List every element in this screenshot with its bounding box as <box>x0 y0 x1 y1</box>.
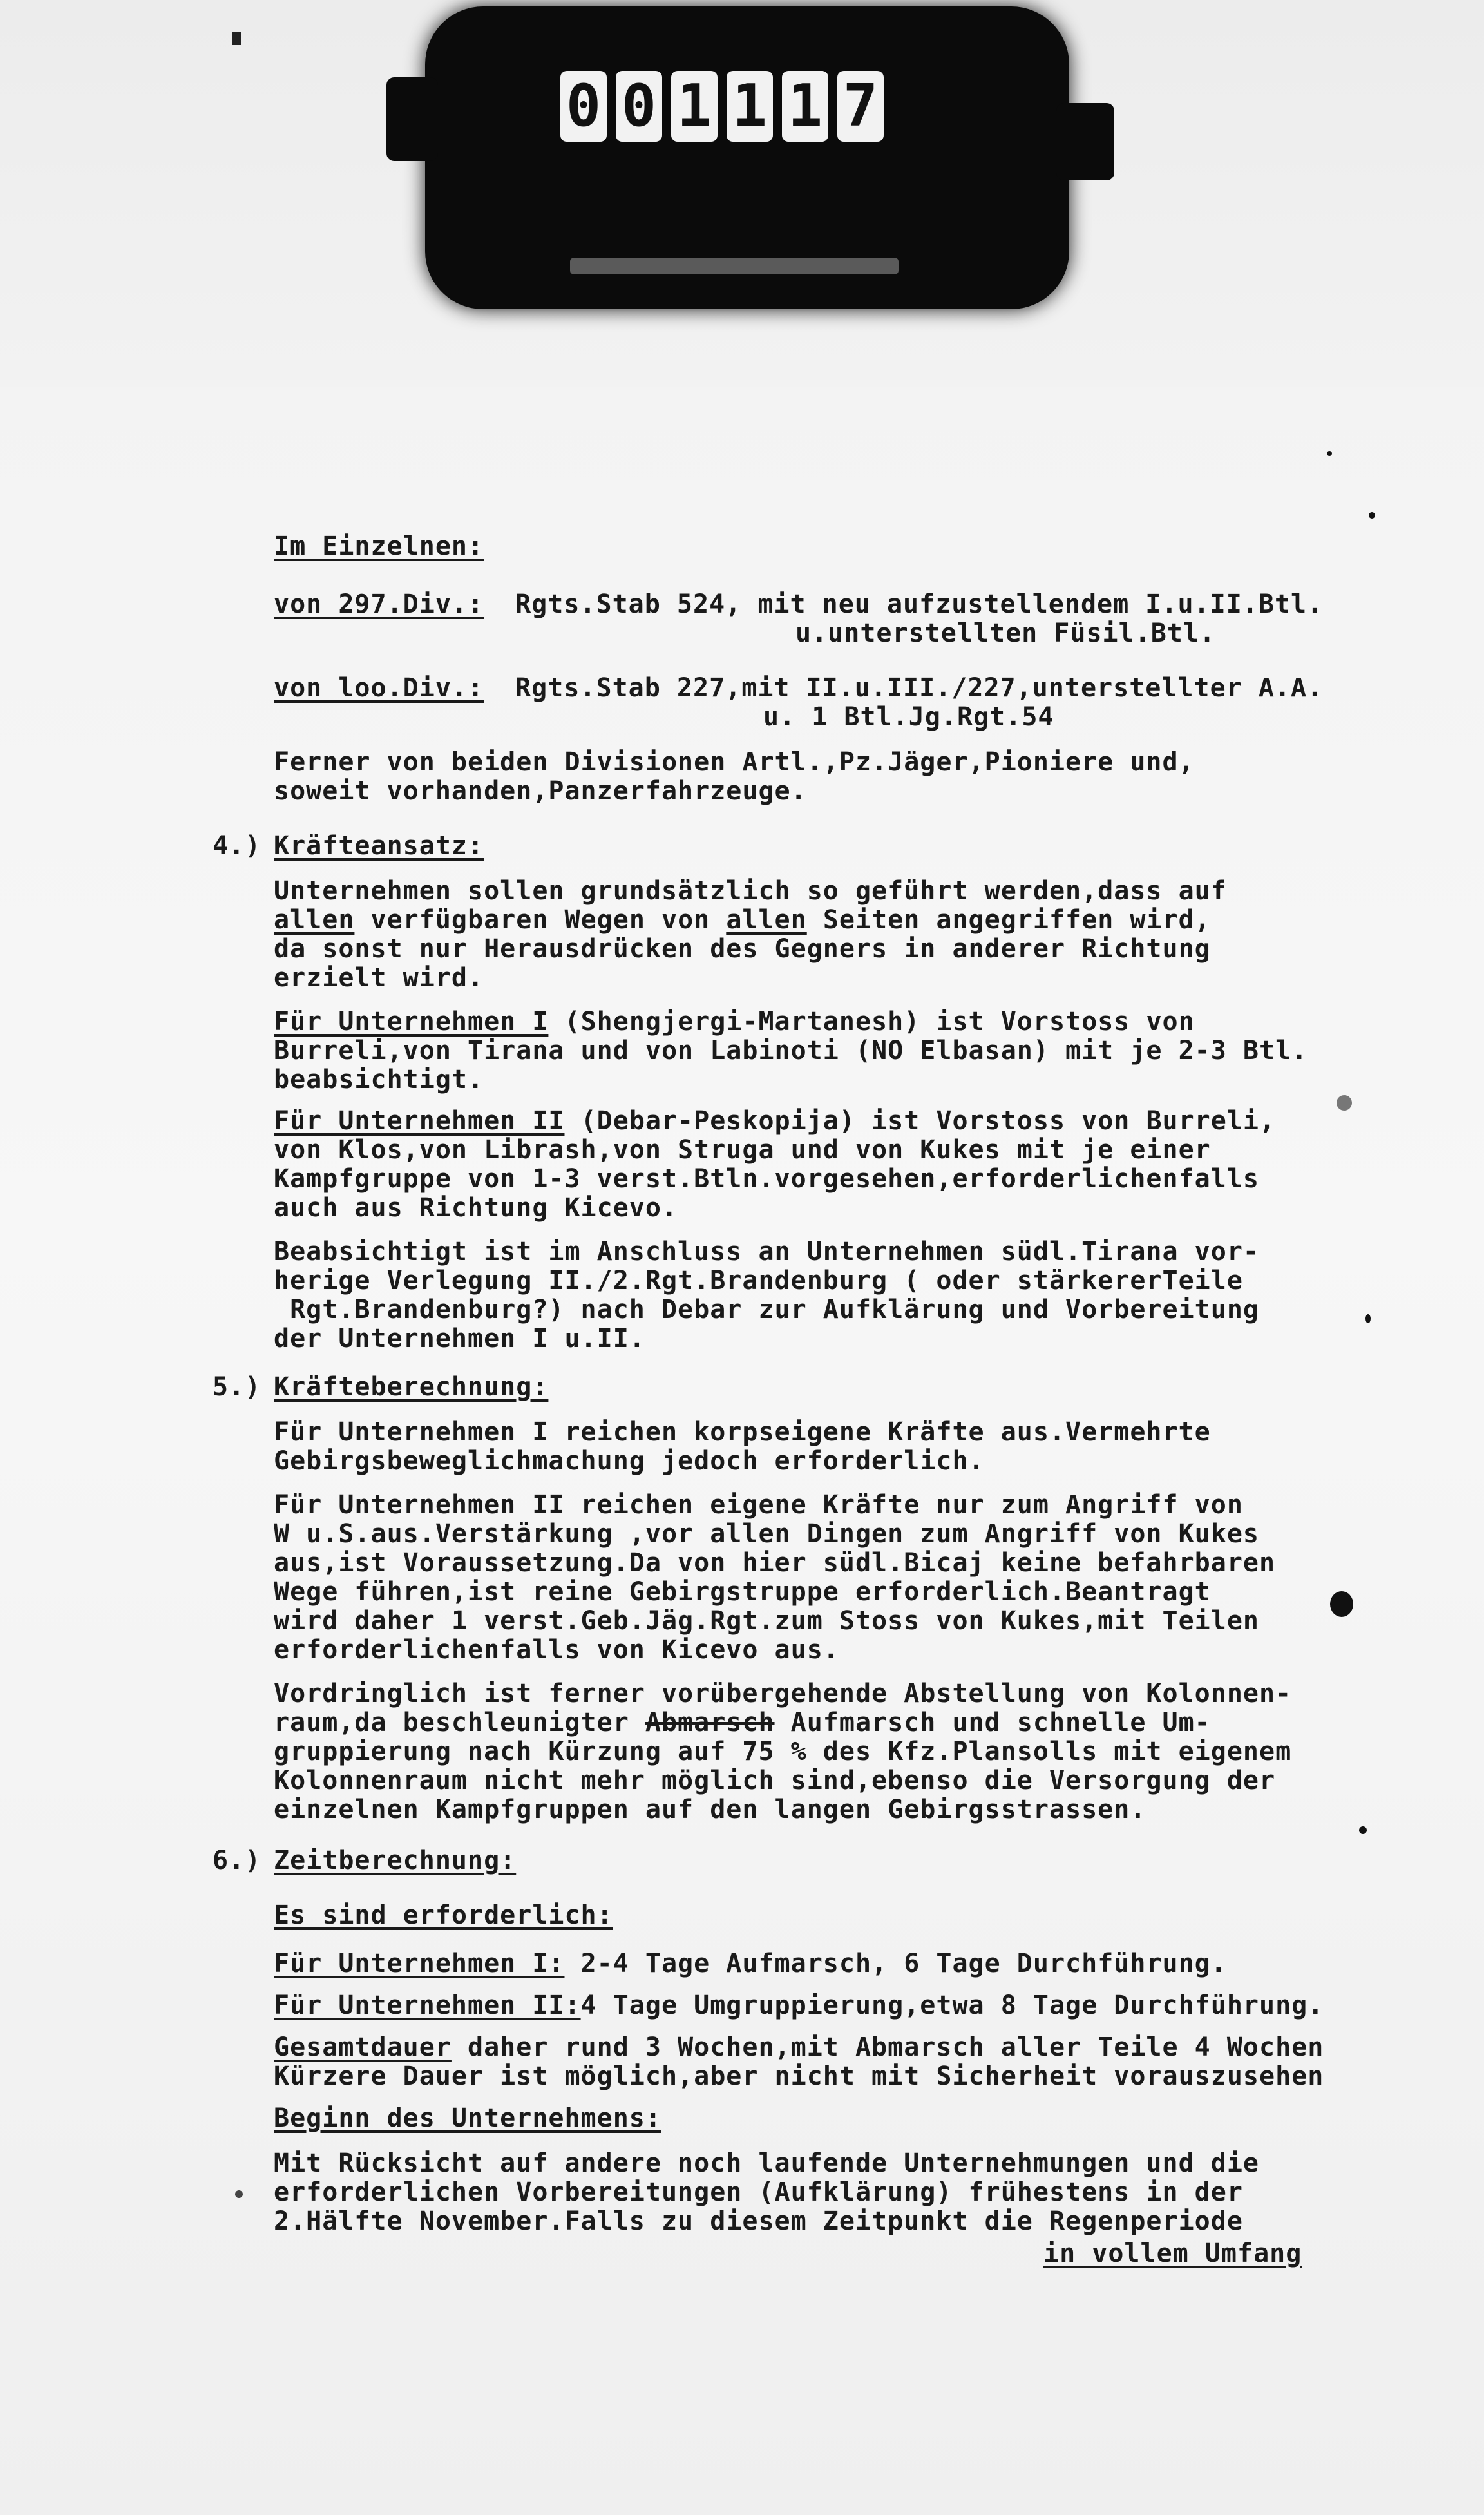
emphasis: allen <box>726 905 807 935</box>
paragraph-line: der Unternehmen I u.II. <box>274 1324 645 1353</box>
paragraph-line: Für Unternehmen II reichen eigene Kräfte nur zum Angriff von <box>274 1490 1243 1520</box>
div100-line: Rgts.Stab 227,mit II.u.III./227,unterstellter A.A. <box>499 673 1324 703</box>
paragraph-line <box>274 1007 1195 1037</box>
section-title: Zeitberechnung: <box>274 1846 517 1875</box>
unternehmen-label: Für Unternehmen II: <box>274 1991 581 2020</box>
unternehmen-label: Für Unternehmen I: <box>274 1949 565 1978</box>
text-run: (Debar-Peskopija) ist Vorstoss von Burreli, <box>564 1106 1276 1136</box>
section-title: Kräfteberechnung: <box>274 1372 549 1402</box>
paragraph-line: Beabsichtigt ist im Anschluss an Unternehmen südl.Tirana vor- <box>274 1237 1260 1267</box>
speck <box>1327 451 1332 456</box>
counter-digit: 1 <box>782 71 828 142</box>
paragraph-line <box>274 1106 1275 1136</box>
paragraph-line: aus,ist Voraussetzung.Da von hier südl.Bicaj keine befahrbaren <box>274 1548 1276 1578</box>
ink-blot <box>1330 1591 1353 1617</box>
paragraph-line: Vordringlich ist ferner vorübergehende Abstellung von Kolonnen- <box>274 1679 1292 1708</box>
section-number: 5.) <box>213 1372 262 1402</box>
speck <box>1359 1826 1367 1834</box>
paragraph-line: Wege führen,ist reine Gebirgstruppe erforderlich.Beantragt <box>274 1577 1211 1607</box>
paragraph-line: Für Unternehmen I reichen korpseigene Kräfte aus.Vermehrte <box>274 1417 1211 1447</box>
paragraph-line: Mit Rücksicht auf andere noch laufende Unternehmungen und die <box>274 2148 1260 2178</box>
paragraph-line: von Klos,von Librash,von Struga und von Kukes mit je einer <box>274 1135 1211 1165</box>
emphasis: allen <box>274 905 355 935</box>
paragraph-line: einzelnen Kampfgruppen auf den langen Gebirgsstrassen. <box>274 1795 1146 1824</box>
section-number: 4.) <box>213 831 262 861</box>
text-run: 2-4 Tage Aufmarsch, 6 Tage Durchführung. <box>564 1949 1227 1978</box>
speck <box>1365 1314 1371 1323</box>
film-mark <box>232 32 241 45</box>
paragraph-line: Rgt.Brandenburg?) nach Debar zur Aufklärung und Vorbereitung <box>274 1295 1260 1324</box>
counter-side-tab <box>1056 103 1114 180</box>
paragraph-line <box>274 1708 1211 1737</box>
paragraph-line: beabsichtigt. <box>274 1065 484 1095</box>
gesamtdauer-label: Gesamtdauer <box>274 2032 452 2062</box>
paragraph-line: Kampfgruppe von 1-3 verst.Btln.vorgesehen,erforderlichenfalls <box>274 1164 1260 1194</box>
heading-einzelnen: Im Einzelnen: <box>274 531 484 561</box>
speck <box>235 2190 243 2198</box>
paragraph-line: wird daher 1 verst.Geb.Jäg.Rgt.zum Stoss von Kukes,mit Teilen <box>274 1606 1260 1636</box>
paragraph-line: 2.Hälfte November.Falls zu diesem Zeitpunkt die Regenperiode <box>274 2206 1243 2236</box>
ink-blot <box>1337 1095 1352 1111</box>
text-run: raum,da beschleunigter <box>274 1708 645 1737</box>
paragraph-line: herige Verlegung II./2.Rgt.Brandenburg ( oder stärkererTeile <box>274 1266 1243 1296</box>
speck <box>1369 512 1375 519</box>
section-number: 6.) <box>213 1846 262 1875</box>
div100-label: von loo.Div.: <box>274 673 484 703</box>
unternehmen-label: Für Unternehmen II <box>274 1106 565 1136</box>
paragraph-line: Kürzere Dauer ist möglich,aber nicht mit Sicherheit vorauszusehen <box>274 2061 1324 2091</box>
text-run: Seiten angegriffen wird, <box>806 905 1211 935</box>
text-run: verfügbaren Wegen von <box>354 905 727 935</box>
paragraph-line: in vollem Umfang <box>1043 2239 1302 2268</box>
counter-digit: 0 <box>560 71 607 142</box>
ferner-line: Ferner von beiden Divisionen Artl.,Pz.Jäger,Pioniere und, <box>274 747 1195 777</box>
text-run: 4 Tage Umgruppierung,etwa 8 Tage Durchführung. <box>580 1991 1324 2020</box>
paragraph-line <box>274 2032 1324 2062</box>
counter-slot <box>570 258 899 274</box>
paragraph-line <box>274 905 1211 935</box>
subheading: Es sind erforderlich: <box>274 1900 613 1930</box>
counter-side-tab-left <box>386 77 438 161</box>
paragraph-line: Burreli,von Tirana und von Labinoti (NO Elbasan) mit je 2-3 Btl. <box>274 1036 1308 1066</box>
div100-line: u. 1 Btl.Jg.Rgt.54 <box>763 702 1054 732</box>
counter-digit: 7 <box>837 71 884 142</box>
paragraph-line <box>274 1991 1324 2020</box>
frame-counter <box>560 71 884 142</box>
beginn-heading: Beginn des Unternehmens: <box>274 2103 661 2133</box>
paragraph-line: auch aus Richtung Kicevo. <box>274 1193 678 1223</box>
text-run: daher rund 3 Wochen,mit Abmarsch aller Teile 4 Wochen <box>451 2032 1324 2062</box>
paragraph-line: erzielt wird. <box>274 963 484 993</box>
div297-line: u.unterstellten Füsil.Btl. <box>795 618 1216 648</box>
paragraph-line: Kolonnenraum nicht mehr möglich sind,ebenso die Versorgung der <box>274 1766 1276 1795</box>
unternehmen-label: Für Unternehmen I <box>274 1007 549 1037</box>
section-title: Kräfteansatz: <box>274 831 484 861</box>
counter-digit: 1 <box>727 71 773 142</box>
div297-line: Rgts.Stab 524, mit neu aufzustellendem I.u.II.Btl. <box>499 589 1324 619</box>
paragraph-line: erforderlichen Vorbereitungen (Aufklärung) frühestens in der <box>274 2177 1243 2207</box>
paragraph-line: erforderlichenfalls von Kicevo aus. <box>274 1635 839 1665</box>
text-run: Aufmarsch und schnelle Um- <box>774 1708 1211 1737</box>
paragraph-line: da sonst nur Herausdrücken des Gegners in anderer Richtung <box>274 934 1211 964</box>
paragraph-line: gruppierung nach Kürzung auf 75 % des Kfz.Plansolls mit eigenem <box>274 1737 1292 1766</box>
paragraph-line: Gebirgsbeweglichmachung jedoch erforderlich. <box>274 1446 985 1476</box>
counter-digit: 0 <box>616 71 662 142</box>
text-run: (Shengjergi-Martanesh) ist Vorstoss von <box>548 1007 1195 1037</box>
struck-word: Abmarsch <box>645 1708 775 1737</box>
ferner-line: soweit vorhanden,Panzerfahrzeuge. <box>274 776 807 806</box>
div297-label: von 297.Div.: <box>274 589 484 619</box>
counter-digit: 1 <box>671 71 718 142</box>
paragraph-line: W u.S.aus.Verstärkung ,vor allen Dingen zum Angriff von Kukes <box>274 1519 1260 1549</box>
paragraph-line: Unternehmen sollen grundsätzlich so geführt werden,dass auf <box>274 876 1227 906</box>
paragraph-line <box>274 1949 1227 1978</box>
